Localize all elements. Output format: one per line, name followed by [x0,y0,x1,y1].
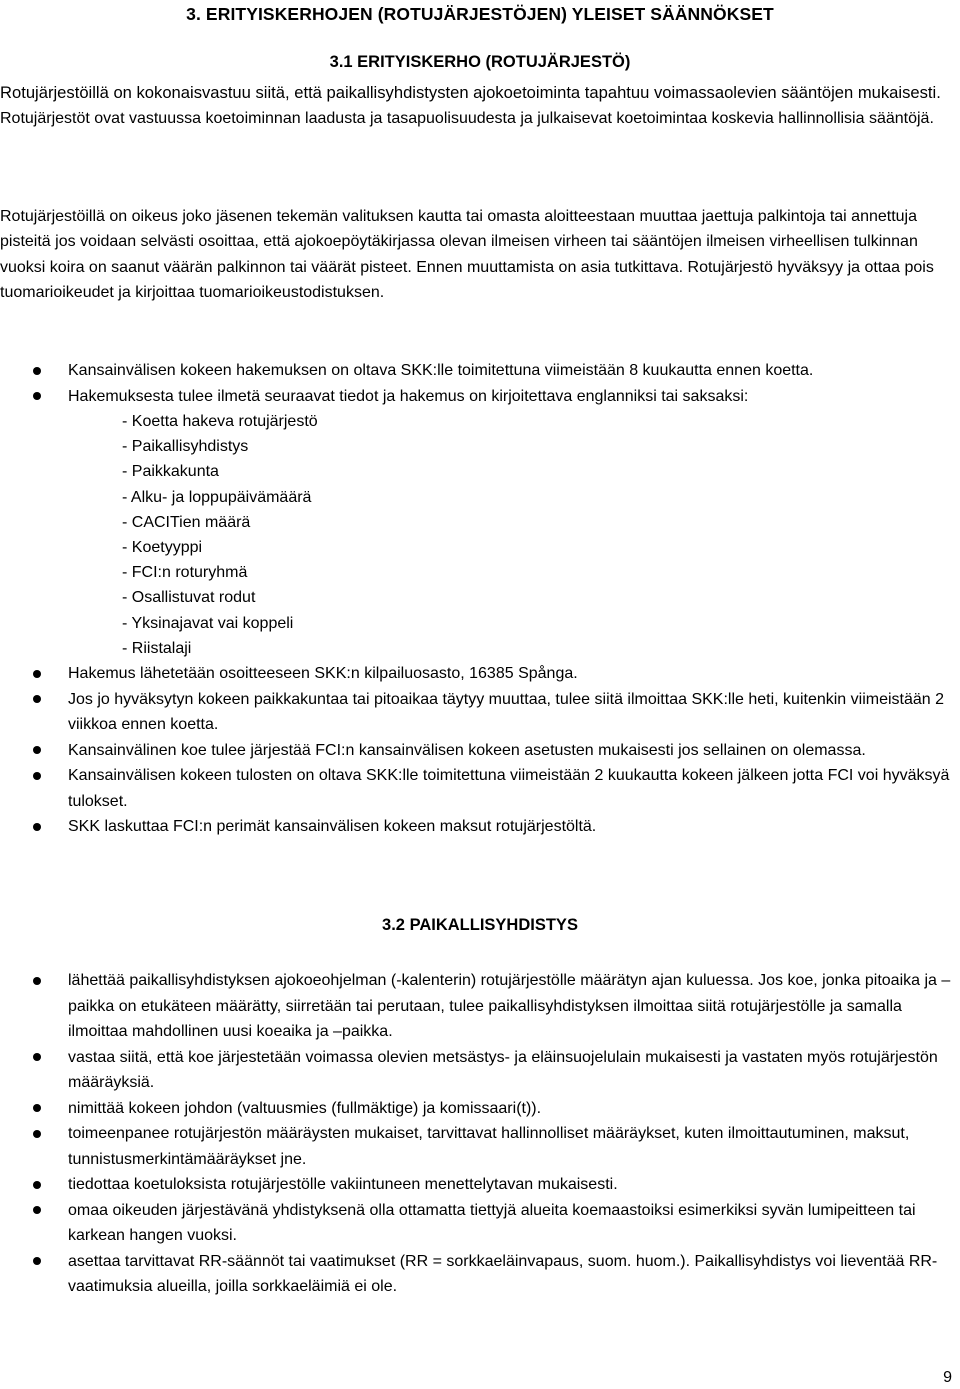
bullet-icon [33,746,41,754]
list-item-text: SKK laskuttaa FCI:n perimät kansainvälisen kokeen maksut rotujärjestöltä. [68,818,597,836]
list-item-text: vastaa siitä, että koe järjestetään voimassa olevien metsästys- ja eläinsuojelulain mukaisesti ja vastaten myös rotujärjestön määräyksiä. [68,1048,938,1091]
list-item [0,661,955,687]
sub-list-item: - Paikkakunta [122,463,219,481]
bullet-icon [33,1130,41,1138]
list-item [0,763,955,814]
list-item-text: Hakemus lähetetään osoitteeseen SKK:n kilpailuosasto, 16385 Spånga. [68,665,578,683]
paragraph-responsibility-part1: Rotujärjestöillä on kokonaisvastuu siitä, että paikallisyhdistysten ajokoetoiminta tapahtuu voimassaolevien sääntöjen mukaisesti. [0,83,941,102]
list-item-text: Kansainvälisen kokeen tulosten on oltava SKK:lle toimitettuna viimeistään 2 kuukautta kokeen jälkeen jotta FCI voi hyväksyä tulokset. [68,767,950,810]
list-item [0,1198,955,1249]
bullet-icon [33,695,41,703]
bullet-icon [33,772,41,780]
bullet-icon [33,670,41,678]
list-item-text: Kansainvälisen kokeen hakemuksen on oltava SKK:lle toimitettuna viimeistään 8 kuukautta ennen koetta. [68,362,814,379]
section-heading-3-1: 3.1 ERITYISKERHO (ROTUJÄRJESTÖ) [329,53,631,71]
list-item-text: asettaa tarvittavat RR-säännöt tai vaatimukset (RR = sorkkaeläinvapaus, suom. huom.). Paikallisyhdistys voi lieventää RR-vaatimuksia alueilla, joilla sorkkaeläimiä ei ole. [68,1252,938,1295]
list-item-text: nimittää kokeen johdon (valtuusmies (fullmäktige) ja komissaari(t)). [68,1099,542,1117]
list-item [0,968,955,1045]
list-item-text: toimeenpanee rotujärjestön määräysten mukaiset, tarvittavat hallinnolliset määräykset, kuten ilmoittautuminen, maksut, tunnistusmerkintämääräykset jne. [68,1125,910,1168]
section-heading-3-2: 3.2 PAIKALLISYHDISTYS [382,916,578,934]
bullet-icon [33,1206,41,1214]
list-item [0,384,955,662]
paragraph-responsibility [0,80,955,132]
bullet-list-3-2 [0,968,955,1300]
paragraph-rights: Rotujärjestöillä on oikeus joko jäsenen tekemän valituksen kautta tai omasta aloitteestaan muuttaa jaettuja palkintoja tai annettuja pisteitä jos voidaan selvästi osoittaa, että ajokoepöytäkirjassa olevan ilmeisen virheen tai sääntöjen ilmeisen virheellisen tulkinnan vuoksi koira on saanut väärän palkinnon tai väärät pisteet. Ennen muuttamista on asia tutkittava. Rotujärjestö hyväksyy ja ottaa pois tuomarioikeudet ja kirjoittaa tuomarioikeustodistuksen. [0,208,934,301]
bullet-icon [33,1104,41,1112]
list-item [0,1121,955,1172]
application-details-list [68,409,955,661]
sub-list-item: - Alku- ja loppupäivämäärä [122,488,312,506]
bullet-icon [33,1053,41,1061]
list-item [0,687,955,738]
paragraph-responsibility-part2: Rotujärjestöt ovat vastuussa koetoiminnan laadusta ja tasapuolisuudesta ja julkaisevat koetoimintaa koskevia hallinnollisia sääntöjä. [0,110,934,128]
bullet-icon [33,1257,41,1265]
sub-list-item: - Riistalaji [122,639,192,657]
sub-list-item: - Koetta hakeva rotujärjestö [122,413,318,430]
sub-list-item: - Yksinajavat vai koppeli [122,614,294,632]
bullet-icon [33,392,41,400]
list-item [0,1249,955,1300]
list-item-text: Jos jo hyväksytyn kokeen paikkakuntaa tai pitoaikaa täytyy muuttaa, tulee siitä ilmoittaa SKK:lle heti, kuitenkin viimeistään 2 viikkoa ennen koetta. [68,690,945,734]
list-item-text: omaa oikeuden järjestävänä yhdistyksenä olla ottamatta tiettyjä alueita koemaastoiksi esimerkiksi syvän lumipeitteen tai karkean hangen vuoksi. [68,1201,916,1244]
list-item [0,814,955,840]
list-item-text: lähettää paikallisyhdistyksen ajokoeohjelman (-kalenterin) rotujärjestölle määrätyn ajan kuluessa. Jos koe, jonka pitoaika ja –paikka on etukäteen määrätty, siirretään tai perutaan, tulee paikallisyhdistyksen ilmoittaa siitä rotujärjestölle ja samalla ilmoittaa mahdollinen uusi koeaika ja –paikka. [68,972,951,1040]
list-item [0,738,955,764]
list-item-text: Hakemuksesta tulee ilmetä seuraavat tiedot ja hakemus on kirjoitettava englanniksi tai saksaksi: [68,387,749,405]
list-item [0,1096,955,1122]
sub-list-item: - Paikallisyhdistys [122,438,249,456]
bullet-icon [33,1181,41,1189]
sub-list-item: - CACITien määrä [122,513,251,531]
bullet-icon [33,823,41,831]
list-item [0,1045,955,1096]
list-item [0,1172,955,1198]
page-number: 9 [943,1369,952,1386]
main-heading: 3. ERITYISKERHOJEN (ROTUJÄRJESTÖJEN) YLEISET SÄÄNNÖKSET [186,4,774,24]
list-item-text: tiedottaa koetuloksista rotujärjestölle vakiintuneen menettelytavan mukaisesti. [68,1176,618,1193]
list-item-text: Kansainvälinen koe tulee järjestää FCI:n kansainvälisen kokeen asetusten mukaisesti jos sellainen on olemassa. [68,741,866,759]
list-item [0,358,955,384]
sub-list-item: - Koetyyppi [122,539,203,557]
sub-list-item: - Osallistuvat rodut [122,589,256,607]
bullet-list-3-1 [0,358,955,840]
bullet-icon [33,977,41,985]
bullet-icon [33,367,41,375]
sub-list-item: - FCI:n roturyhmä [122,564,248,582]
